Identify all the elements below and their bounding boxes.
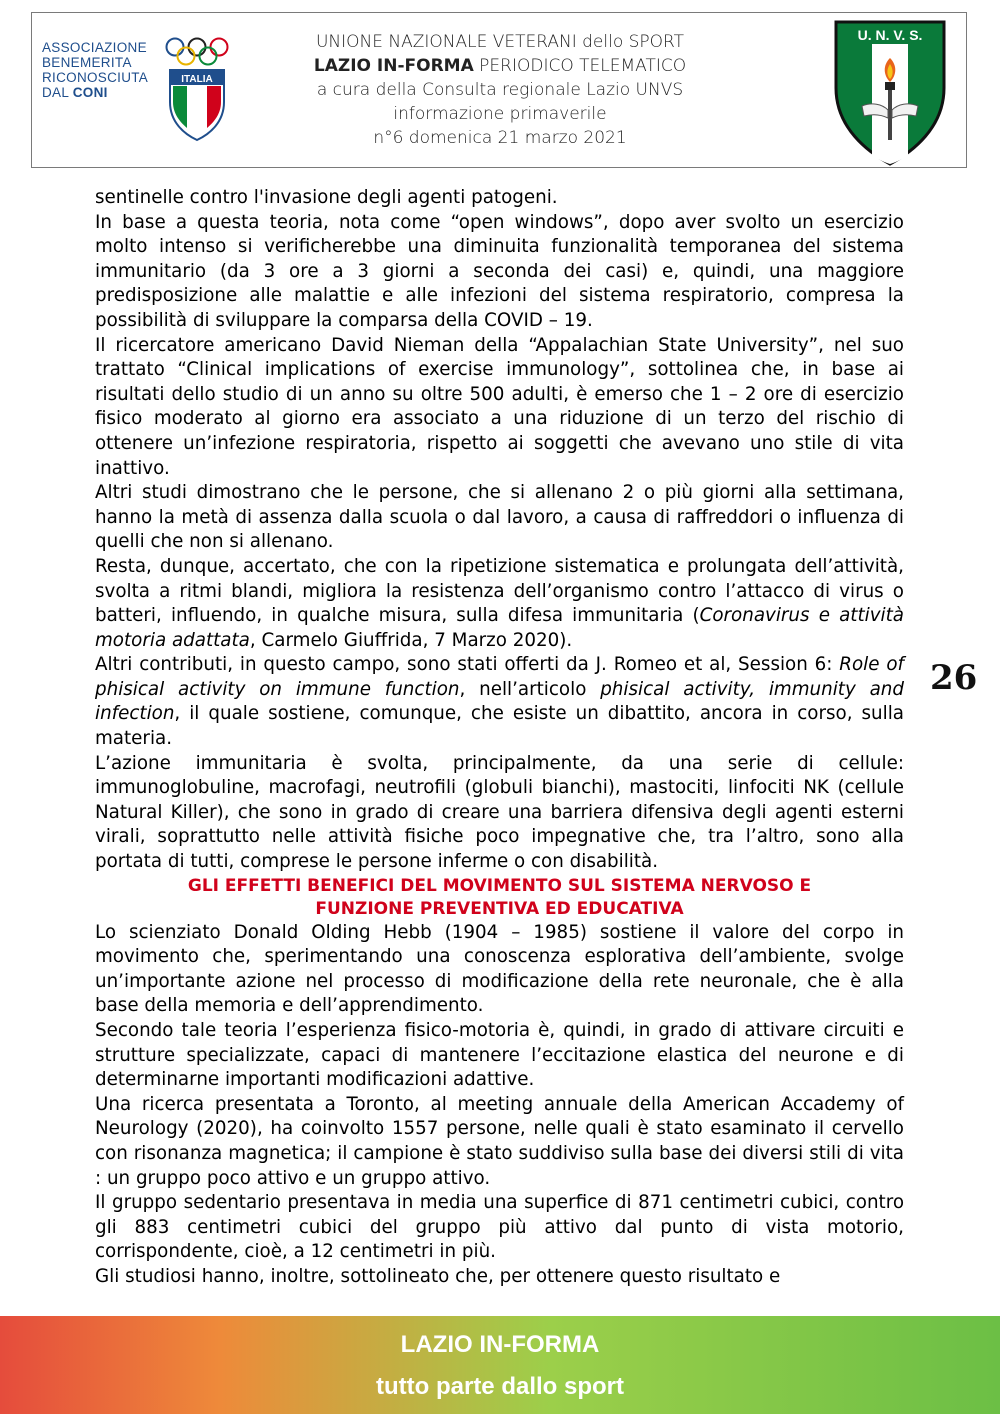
olympic-rings-icon [164,36,230,70]
coni-line-2: BENEMERITA [42,55,132,70]
paragraph-6: Altri contributi, in questo campo, sono stati offerti da J. Romeo et al, Session 6: Role of phisical activity on immune function, nell’articolo phisical activity, immunity and infection, il quale sostiene, comunque, che esiste un dibattito, ancora in corso, sulla materia. [95,654,904,750]
coni-line-1: ASSOCIAZIONE [42,40,147,55]
paragraph-3: Il ricercatore americano David Nieman della “Appalachian State University”, nel suo trattato “Clinical implications of exercise immunology”, sottolinea che, in base ai risultati dello studio di un anno su oltre 500 adulti, è emerso che 1 – 2 ore di esercizio fisico moderato al giorno era associato a una riduzione di un terzo del rischio di ottenere un’infezione respiratoria, rispetto ai soggetti che avevano uno stile di vita inattivo. [95,334,904,479]
section-title-line-2: FUNZIONE PREVENTIVA ED EDUCATIVA [315,898,684,919]
coni-line-4: DAL CONI [42,85,108,100]
header-line-1: UNIONE NAZIONALE VETERANI dello SPORT [315,32,685,52]
header-line-2: LAZIO IN-FORMA PERIODICO TELEMATICO [313,56,687,76]
paragraph-11: Il gruppo sedentario presentava in media una superfice di 871 centimetri cubici, contro gli 883 centimetri cubici del gruppo più attivo dal punto di vista motorio, corrispondente, cioè, a 12 centimetri in più. [95,1192,904,1263]
paragraph-4: Altri studi dimostrano che le persone, che si allenano 2 o più giorni alla settimana, hanno la metà di assenza dalla scuola o dal lavoro, a causa di raffreddori o influenza di quelli che non si allenano. [95,482,904,553]
paragraph-1: sentinelle contro l'invasione degli agenti patogeni. [95,187,558,208]
coni-text [42,40,148,100]
italia-badge-text: ITALIA [181,74,213,85]
footer-text [0,1324,1000,1408]
header-line-3: a cura della Consulta regionale Lazio UNVS [316,80,684,100]
header-text [250,30,750,150]
paragraph-7: L’azione immunitaria è svolta, principalmente, da una serie di cellule: immunoglobuline, macrofagi, neutrofili (globuli bianchi), mastociti, linfociti NK (cellule Natural Killer), che sono in grado di creare una barriera difensiva degli agenti esterni virali, soprattutto nelle attività fisiche poco impegnative che, tra l’altro, sono alla portata di tutti, comprese le persone inferme o con disabilità. [95,752,904,873]
paragraph-8: Lo scienziato Donald Olding Hebb (1904 – 1985) sostiene il valore del corpo in movimento che, sperimentando una conoscenza esplorativa dell’ambiente, svolge un’importante azione nel processo di modificazione della rete neuronale, che è alla base della memoria e dell’apprendimento. [95,921,904,1017]
paragraph-2: In base a questa teoria, nota come “open windows”, dopo aver svolto un esercizio molto intenso si verificherebbe una diminuita funzionalità temporanea del sistema immunitario (da 3 ore a 3 giorni a seconda dei casi) e, quindi, una maggiore predisposizione alle malattie e alle infezioni del sistema respiratorio, compresa la possibilità di sviluppare la comparsa della COVID – 19. [95,211,904,331]
unvs-logo-text: U. N. V. S. [857,27,923,43]
article-body [95,186,904,1290]
footer-line-1: LAZIO IN-FORMA [400,1331,600,1358]
coni-line-3: RICONOSCIUTA [42,70,149,85]
footer-line-2: tutto parte dallo sport [376,1373,624,1400]
paragraph-12: Gli studiosi hanno, inoltre, sottolineato che, per ottenere questo risultato e [95,1265,781,1287]
italia-shield-icon [168,68,226,142]
section-title [95,875,904,921]
page-number: 26 [930,658,978,698]
section-title-line-1: GLI EFFETTI BENEFICI DEL MOVIMENTO SUL SISTEMA NERVOSO E [187,875,812,896]
footer-banner [0,1316,1000,1414]
paragraph-10: Una ricerca presentata a Toronto, al meeting annuale della American Accademy of Neurology (2020), ha coinvolto 1557 persone, nelle quali è stato esaminato il cervello con risonanza magnetica; il campione è stato suddiviso sulla base dei diversi stili di vita : un gruppo poco attivo e un gruppo attivo. [95,1093,904,1189]
paragraph-9: Secondo tale teoria l’esperienza fisico-motoria è, quindi, in grado di attivare circuiti e strutture specializzate, capaci di mantenere l’eccitazione elastica del neurone e di determinarne importanti modificazioni adattive. [95,1020,904,1091]
unvs-shield-logo [832,18,948,168]
header-line-4: informazione primaverile [393,104,607,124]
header-line-5: n°6 domenica 21 marzo 2021 [373,128,627,148]
paragraph-5: Resta, dunque, accertato, che con la ripetizione sistematica e prolungata dell’attività, svolta a ritmi blandi, migliora la resistenza dell’organismo contro l’attacco di virus o batteri, influendo, in qualche misura, sulla difesa immunitaria (Coronavirus e attività motoria adattata, Carmelo Giuffrida, 7 Marzo 2020). [95,555,904,651]
coni-logo [40,36,240,146]
